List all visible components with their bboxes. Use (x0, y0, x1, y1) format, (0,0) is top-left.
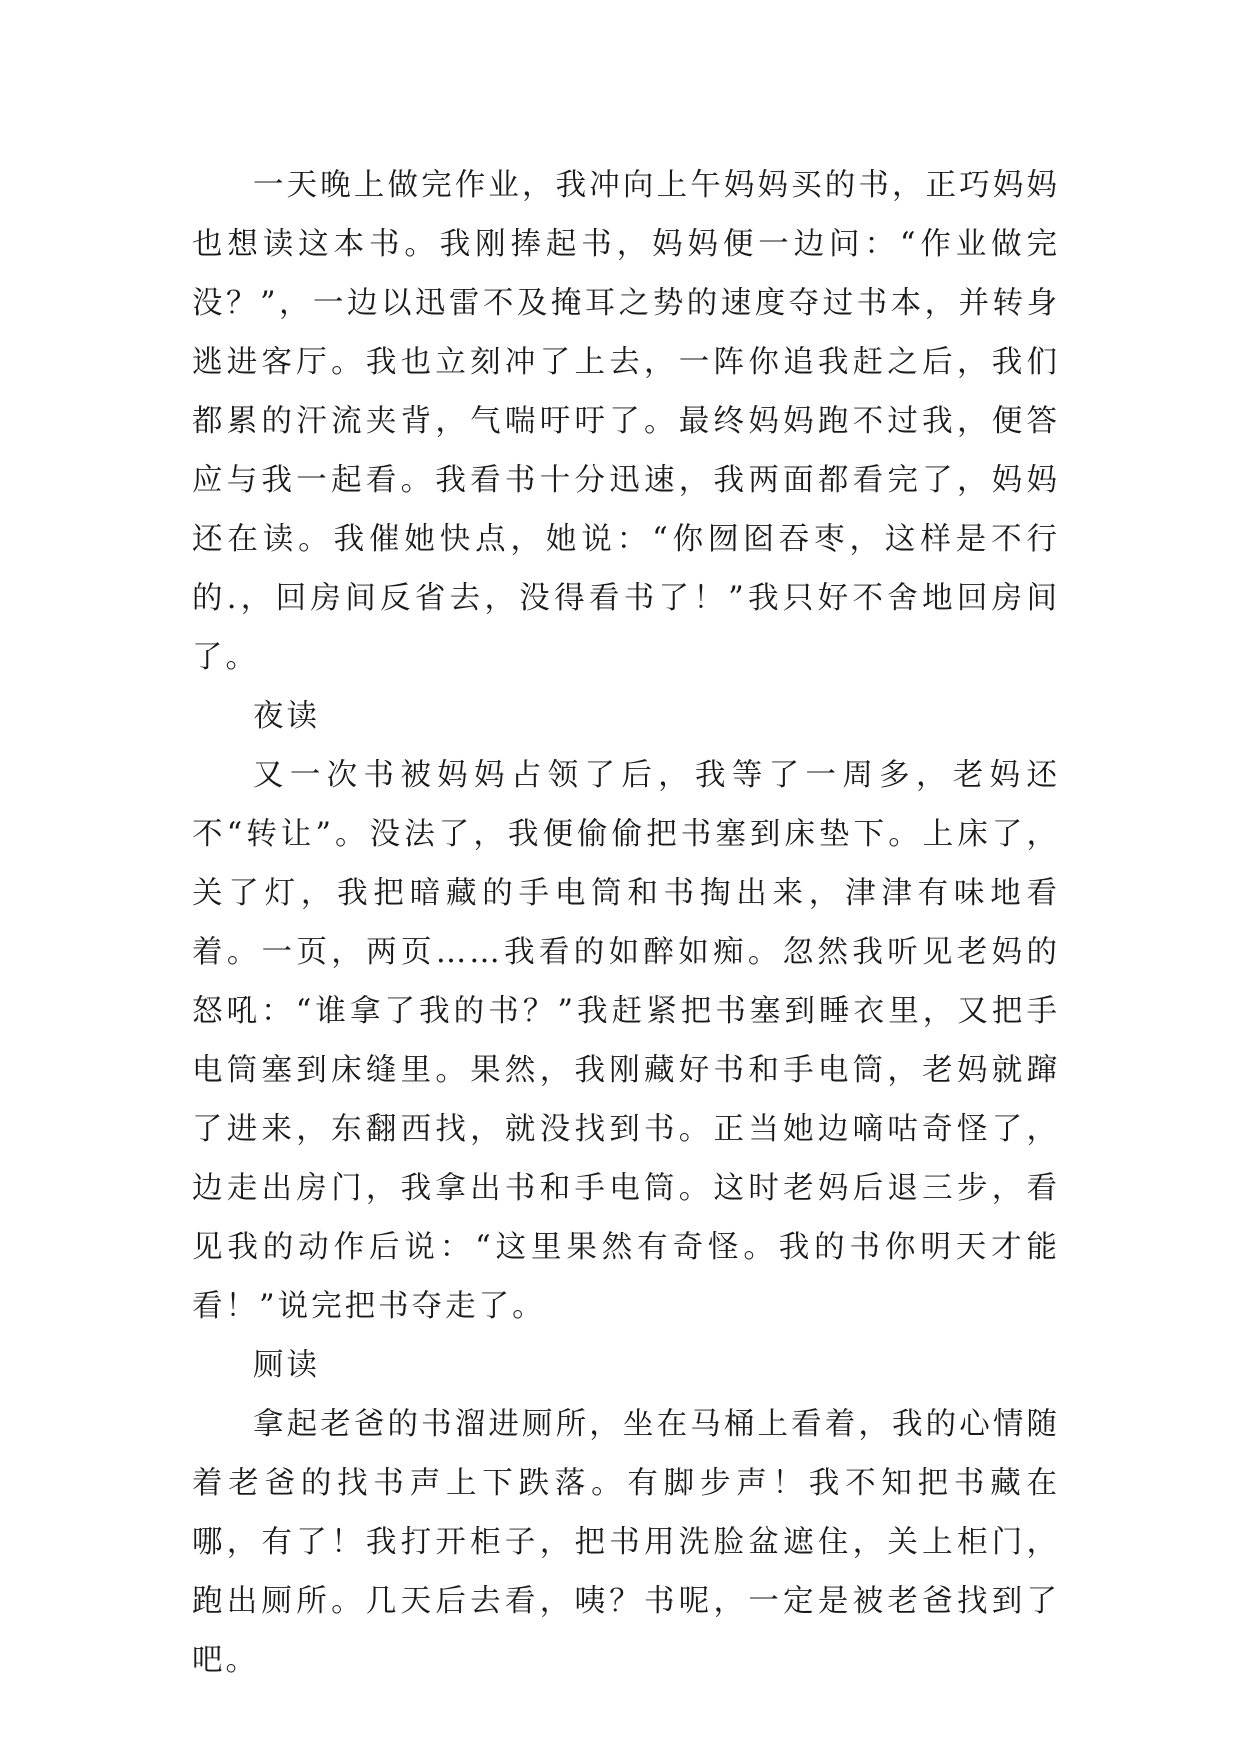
paragraph-night-reading: 又一次书被妈妈占领了后，我等了一周多，老妈还不“转让”。没法了，我便偷偷把书塞到床垫下。上床了，关了灯，我把暗藏的手电筒和书掏出来，津津有味地看着。一页，两页……我看的如醉如痴。忽然我听见老妈的怒吼：“谁拿了我的书？”我赶紧把书塞到睡衣里，又把手电筒塞到床缝里。果然，我刚藏好书和手电筒，老妈就蹿了进来，东翻西找，就没找到书。正当她边嘀咕奇怪了，边走出房门，我拿出书和手电筒。这时老妈后退三步，看见我的动作后说：“这里果然有奇怪。我的书你明天才能看！”说完把书夺走了。 (192, 758, 1060, 1324)
paragraph-chasing-book: 一天晚上做完作业，我冲向上午妈妈买的书，正巧妈妈也想读这本书。我刚捧起书，妈妈便一边问：“作业做完没？”，一边以迅雷不及掩耳之势的速度夺过书本，并转身逃进客厅。我也立刻冲了上去，一阵你追我赶之后，我们都累的汗流夹背，气喘吁吁了。最终妈妈跑不过我，便答应与我一起看。我看书十分迅速，我两面都看完了，妈妈还在读。我催她快点，她说：“你囫囵吞枣，这样是不行的.，回房间反省去，没得看书了！”我只好不舍地回房间了。 (192, 168, 1060, 675)
section-heading-night-reading: 夜读 (253, 699, 320, 734)
section-heading-toilet-reading: 厕读 (253, 1348, 320, 1383)
document-body (192, 156, 1060, 1690)
paragraph-toilet-reading: 拿起老爸的书溜进厕所，坐在马桶上看着，我的心情随着老爸的找书声上下跌落。有脚步声！我不知把书藏在哪，有了！我打开柜子，把书用洗脸盆遮住，关上柜门，跑出厕所。几天后去看，咦？书呢，一定是被老爸找到了吧。 (192, 1407, 1060, 1678)
